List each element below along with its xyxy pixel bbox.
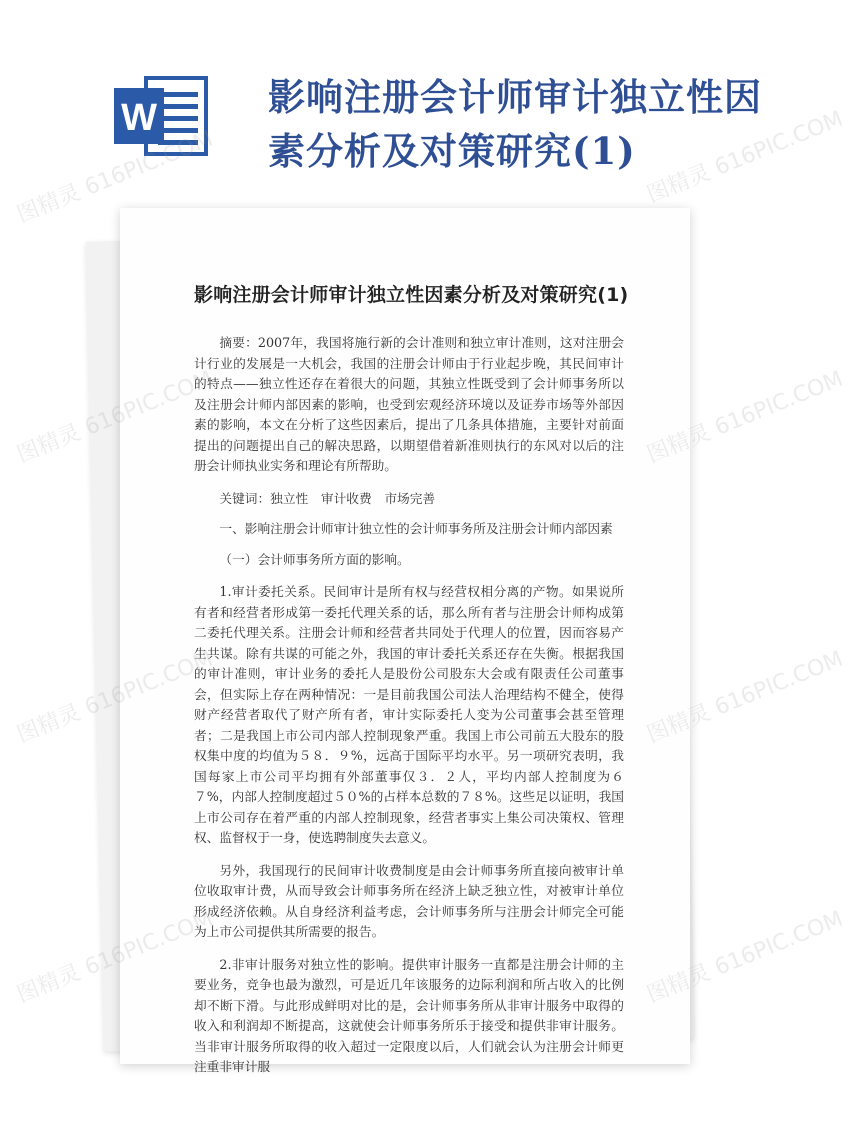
subsection-heading-1: （一）会计师事务所方面的影响。 [219,551,410,567]
watermark: 图精灵 616PIC.COM [643,646,847,749]
document-page [120,208,690,1074]
svg-text:W: W [121,97,157,139]
section-heading-1: 一、影响注册会计师审计独立性的会计师事务所及注册会计师内部因素 [219,521,613,536]
word-document-icon [112,68,212,164]
watermark: 图精灵 616PIC.COM [643,366,847,469]
watermark: 图精灵 [13,700,85,749]
document-body [194,280,629,1090]
header-title: 影响注册会计师审计独立性因素分析及对策研究(1) [268,75,762,173]
watermark: 图精灵 616PIC.COM [643,906,847,1009]
watermark: 图精灵 [13,960,85,1009]
body-paragraph: 1.审计委托关系。民间审计是所有权与经营权相分离的产物。如果说所有者和经营者形成第一委托代理关系的话，那么所有者与注册会计师构成第二委托代理关系。注册会计师和经营者共同处于代理人的位置，因而容易产生共谋。除有共谋的可能之外，我国的审计委托关系还存在失衡。根据我国的审计准则，审计业务的委托人是股份公司股东大会或有限责任公司董事会，但实际上存在两种情况：一是目前我国公司法人治理结构不健全，使得财产经营者取代了财产所有者，审计实际委托人变为公司董事会甚至管理者；二是我国上市公司内部人控制现象严重。我国上市公司前五大股东的股权集中度的均值为５８．９%，远高于国际平均水平。另一项研究表明，我国每家上市公司平均拥有外部董事仅３．２人，平均内部人控制度为６７%，内部人控制度超过５０%的占样本总数的７８%。这些足以证明，我国上市公司存在着严重的内部人控制现象，经营者事实上集公司决策权、管理权、监督权于一身，使选聘制度失去意义。 [194,584,624,845]
keywords-paragraph: 关键词：独立性 审计收费 市场完善 [219,490,436,506]
page-header [0,0,800,210]
watermark: 图精灵 [13,420,85,469]
abstract-paragraph: 摘要：2007年，我国将施行新的会计准则和独立审计准则，这对注册会计行业的发展是一大机会，我国的注册会计师由于行业起步晚，其民间审计的特点——独立性还存在着很大的问题，其独立性既受到了会计师事务所以及注册会计师内部因素的影响，也受到宏观经济环境以及证券市场等外部因素的影响，本文在分析了这些因素后，提出了几条具体措施，主要针对前面提出的问题提出自己的解决思路，以期望借着新准则执行的东风对以后的注册会计师执业实务和理论有所帮助。 [194,335,624,473]
body-paragraph: 另外，我国现行的民间审计收费制度是由会计师事务所直接向被审计单位收取审计费，从而导致会计师事务所在经济上缺乏独立性，对被审计单位形成经济依赖。从自身经济利益考虑，会计师事务所与注册会计师完全可能为上市公司提供其所需要的报告。 [194,862,624,939]
body-paragraph: 2.非审计服务对独立性的影响。提供审计服务一直都是注册会计师的主要业务，竞争也最为激烈，可是近几年该服务的边际利润和所占收入的比例却不断下滑。与此形成鲜明对比的是，会计师事务所从非审计服务中取得的收入和利润却不断提高，这就使会计师事务所乐于接受和提供非审计服务。当非审计服务所取得的收入超过一定限度以后，人们就会认为注册会计师更注重非审计服 [194,956,624,1074]
document-title: 影响注册会计师审计独立性因素分析及对策研究(1) [194,284,629,306]
